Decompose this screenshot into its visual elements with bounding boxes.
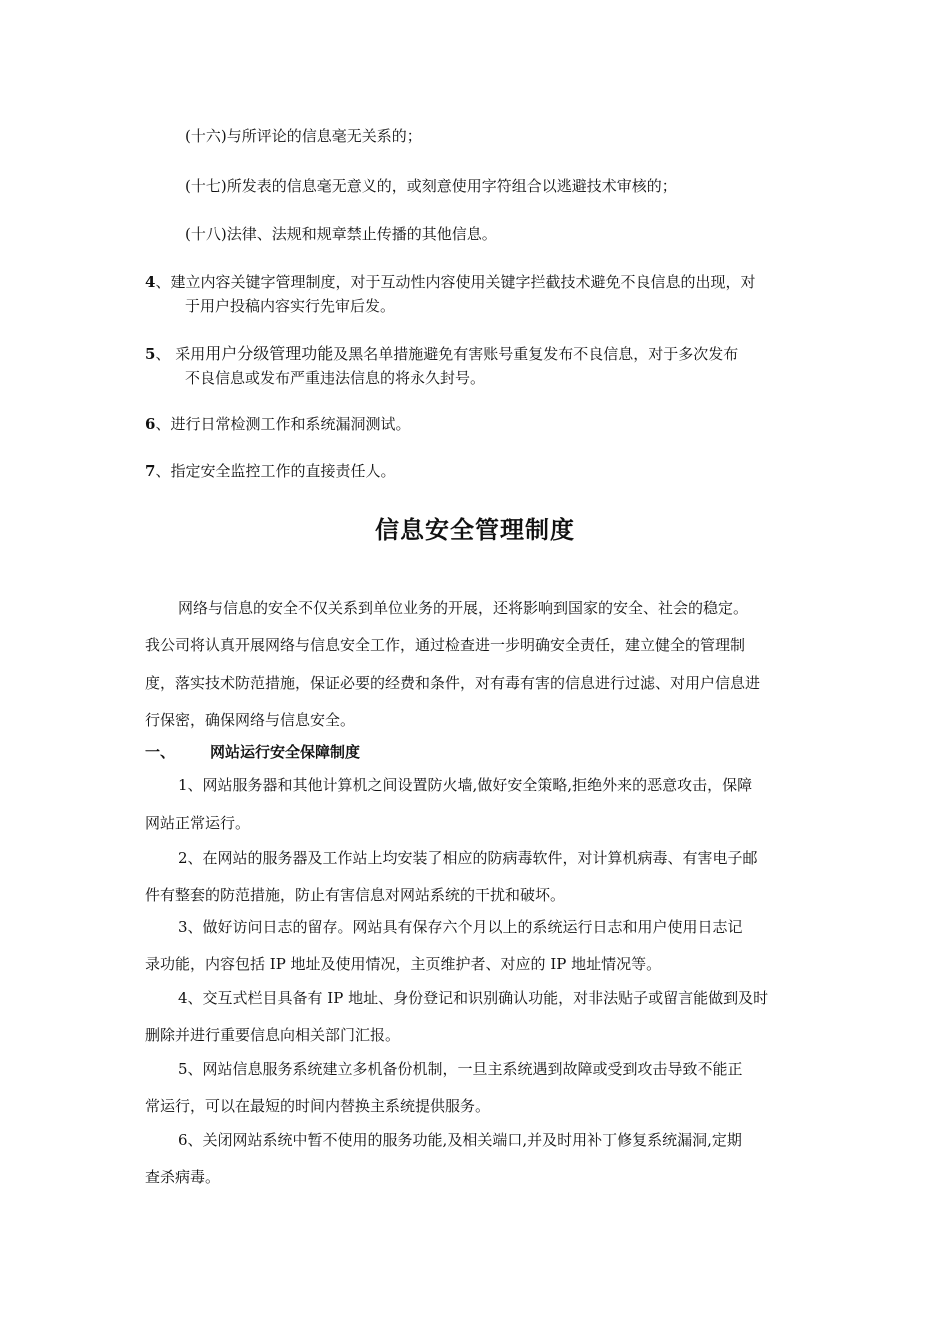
section-heading bbox=[145, 742, 360, 762]
rule-1-line-1: 1、网站服务器和其他计算机之间设置防火墙,做好安全策略,拒绝外来的恶意攻击，保障 bbox=[178, 776, 753, 794]
numbered-item-4-cont: 于用户投稿内容实行先审后发。 bbox=[185, 297, 396, 315]
item-number: 5 bbox=[145, 345, 156, 363]
item-number: 7 bbox=[145, 462, 156, 480]
numbered-item-4 bbox=[145, 272, 755, 292]
numbered-item-7 bbox=[145, 461, 395, 481]
rule-3-line-2: 录功能，内容包括 IP 地址及使用情况，主页维护者、对应的 IP 地址情况等。 bbox=[145, 955, 662, 973]
numbered-item-6 bbox=[145, 414, 410, 434]
rule-4-line-2: 删除并进行重要信息向相关部门汇报。 bbox=[145, 1026, 401, 1044]
rule-6-line-2: 查杀病毒。 bbox=[145, 1168, 221, 1186]
numbered-item-5 bbox=[145, 344, 738, 364]
item-text: 、指定安全监控工作的直接责任人。 bbox=[155, 462, 396, 480]
item-number: 6 bbox=[145, 415, 156, 433]
rule-1-line-2: 网站正常运行。 bbox=[145, 814, 251, 832]
section-title: 网站运行安全保障制度 bbox=[210, 743, 361, 761]
item-prefix: 、 采用 bbox=[155, 345, 206, 363]
rule-2-line-1: 2、在网站的服务器及工作站上均安装了相应的防病毒软件，对计算机病毒、有害电子邮 bbox=[178, 849, 758, 867]
item-text: 及黑名单措施避免有害账号重复发布不良信息，对于多次发布 bbox=[333, 345, 739, 363]
intro-line-2: 我公司将认真开展网络与信息安全工作，通过检查进一步明确安全责任，建立健全的管理制 bbox=[145, 636, 746, 654]
intro-line-3: 度，落实技术防范措施，保证必要的经费和条件，对有毒有害的信息进行过滤、对用户信息进 bbox=[145, 674, 761, 692]
item-number: 4 bbox=[145, 273, 156, 291]
item-text: 、进行日常检测工作和系统漏洞测试。 bbox=[155, 415, 411, 433]
rule-6-line-1: 6、关闭网站系统中暂不使用的服务功能,及相关端口,并及时用补丁修复系统漏洞,定期 bbox=[178, 1131, 742, 1149]
intro-line-4: 行保密，确保网络与信息安全。 bbox=[145, 711, 356, 729]
item-text: 、建立内容关键字管理制度，对于互动性内容使用关键字拦截技术避免不良信息的出现，对 bbox=[155, 273, 756, 291]
section-number: 一、 bbox=[145, 743, 176, 761]
item-highlight: 用户分级管理功能 bbox=[205, 344, 334, 363]
rule-3-line-1: 3、做好访问日志的留存。网站具有保存六个月以上的系统运行日志和用户使用日志记 bbox=[178, 918, 743, 936]
list-item-16: (十六)与所评论的信息毫无关系的； bbox=[185, 127, 422, 145]
numbered-item-5-cont: 不良信息或发布严重违法信息的将永久封号。 bbox=[185, 369, 486, 387]
intro-line-1: 网络与信息的安全不仅关系到单位业务的开展，还将影响到国家的安全、社会的稳定。 bbox=[178, 599, 749, 617]
rule-2-line-2: 件有整套的防范措施，防止有害信息对网站系统的干扰和破坏。 bbox=[145, 886, 566, 904]
rule-5-line-1: 5、网站信息服务系统建立多机备份机制，一旦主系统遇到故障或受到攻击导致不能正 bbox=[178, 1060, 743, 1078]
list-item-18: (十八)法律、法规和规章禁止传播的其他信息。 bbox=[185, 225, 497, 243]
rule-4-line-1: 4、交互式栏目具备有 IP 地址、身份登记和识别确认功能，对非法贴子或留言能做到及时 bbox=[178, 989, 769, 1007]
rule-5-line-2: 常运行，可以在最短的时间内替换主系统提供服务。 bbox=[145, 1097, 491, 1115]
list-item-17: (十七)所发表的信息毫无意义的，或刻意使用字符组合以逃避技术审核的； bbox=[185, 177, 677, 195]
document-title: 信息安全管理制度 bbox=[375, 516, 575, 544]
